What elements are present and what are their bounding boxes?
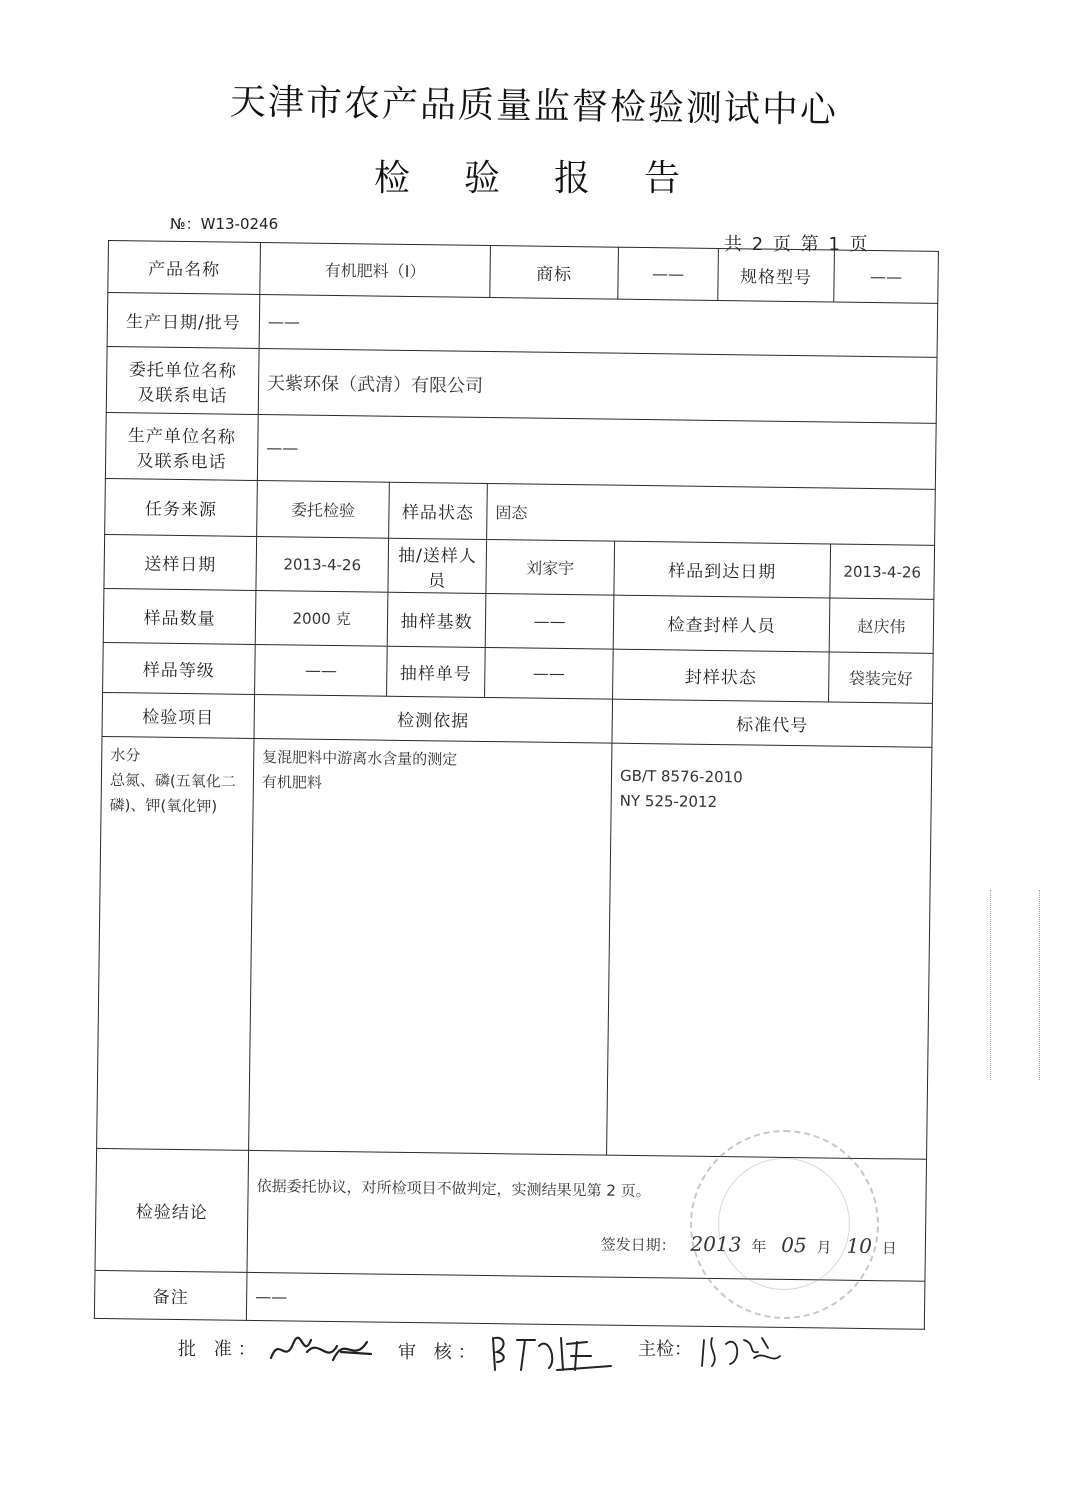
sealer-value: 赵庆伟 [829,598,934,653]
sample-state-value: 固态 [487,483,936,545]
org-name: 天津市农产品质量监督检验测试中心 [229,81,839,132]
standard-code: GB/T 8576-2010 [619,766,743,787]
report-number-label: №： [170,215,201,233]
review-label: 审 核： [398,1342,482,1363]
basis-item: 复混肥料中游离水含量的测定 [262,748,458,769]
brand-label: 商标 [535,264,573,286]
producer-label-line2: 及联系电话 [136,450,227,473]
production-date-value: —— [259,294,938,357]
arrival-date-label: 样品到达日期 [614,541,831,598]
client-value: 天紫环保（武清）有限公司 [258,348,937,423]
items-label: 检验项目 [102,692,255,738]
sheet-number-label: 抽样单号 [387,646,486,697]
sealer-label: 检查封样人员 [613,595,830,652]
test-item: 总氮、磷(五氧化二 [109,771,236,791]
approver [178,1330,377,1370]
standard-codes [607,743,932,1159]
year-char: 年 [751,1237,767,1256]
producer-label [105,412,258,480]
remark-label: 备注 [94,1270,247,1320]
signature-row [178,1330,978,1380]
brand-value: —— [618,247,719,300]
approver-signature-icon [267,1330,377,1370]
standard-code: NY 525-2012 [619,791,718,812]
arrival-date-value: 2013-4-26 [830,544,935,599]
table-row [105,412,936,489]
grade-label: 样品等级 [103,642,256,694]
product-name-value: 有机肥料（I） [260,242,491,297]
test-basis [249,738,612,1155]
sample-state-label: 样品状态 [389,482,488,539]
basis-item: 有机肥料 [261,773,323,792]
test-items [97,736,254,1150]
table-row [97,736,932,1159]
test-item: 水分 [110,746,141,765]
table-row [106,346,937,423]
sampler-value: 刘家宇 [486,539,615,595]
reviewer [398,1330,617,1376]
quantity-label: 样品数量 [103,588,256,644]
client-label [106,346,259,414]
reviewer-signature-icon [487,1330,617,1376]
issue-date-label: 签发日期： [600,1235,676,1255]
product-name-label: 产品名称 [108,241,261,295]
approve-label: 批 准： [178,1339,262,1360]
grade-value: —— [255,644,388,696]
client-label-line2: 及联系电话 [137,384,228,407]
seal-inner-ring [718,1158,850,1290]
inspector-signature-icon [698,1330,798,1370]
task-source-value: 委托检验 [257,480,390,538]
sampling-base-value: —— [485,593,614,649]
seal-state-label: 封样状态 [613,649,830,702]
doc-title: 检验报告 [373,158,734,199]
spec-label: 规格型号 [718,248,835,302]
production-date-label: 生产日期/批号 [107,293,260,349]
seal-state-value: 袋装完好 [829,652,934,703]
conclusion-label: 检验结论 [95,1148,249,1272]
standard-label: 标准代号 [612,699,933,747]
issue-year: 2013 [690,1231,742,1257]
conclusion-text: 依据委托协议，对所检项目不做判定，实测结果见第 2 页。 [256,1177,651,1201]
test-item: 磷)、钾(氧化钾) [109,796,218,816]
report-number-value: W13-0246 [200,215,279,233]
page-count: 共 2 页 第 1 页 [724,234,870,255]
task-source-label: 任务来源 [105,478,258,536]
producer-label-line1: 生产单位名称 [127,425,237,448]
spec-value: —— [834,250,939,303]
sheet-number-value: —— [485,647,614,699]
sampler-label: 抽/送样人员 [388,538,487,593]
official-seal-icon [690,1130,879,1319]
issue-day: 10 [846,1233,873,1259]
send-date-value: 2013-4-26 [256,536,389,592]
inspector-label: 主检： [638,1339,692,1360]
client-label-line1: 委托单位名称 [128,359,237,382]
sampling-base-label: 抽样基数 [387,592,486,647]
page-seam-stamp-icon [990,890,1040,1080]
send-date-label: 送样日期 [104,534,257,590]
month-char: 月 [816,1238,832,1257]
quantity-value: 2000 克 [255,590,388,646]
inspector [638,1330,798,1370]
issue-month: 05 [781,1232,807,1258]
day-char: 日 [881,1239,898,1258]
remark-value: —— [246,1272,925,1329]
basis-label: 检测依据 [254,694,613,743]
producer-value: —— [257,414,936,489]
report-number [170,213,278,234]
